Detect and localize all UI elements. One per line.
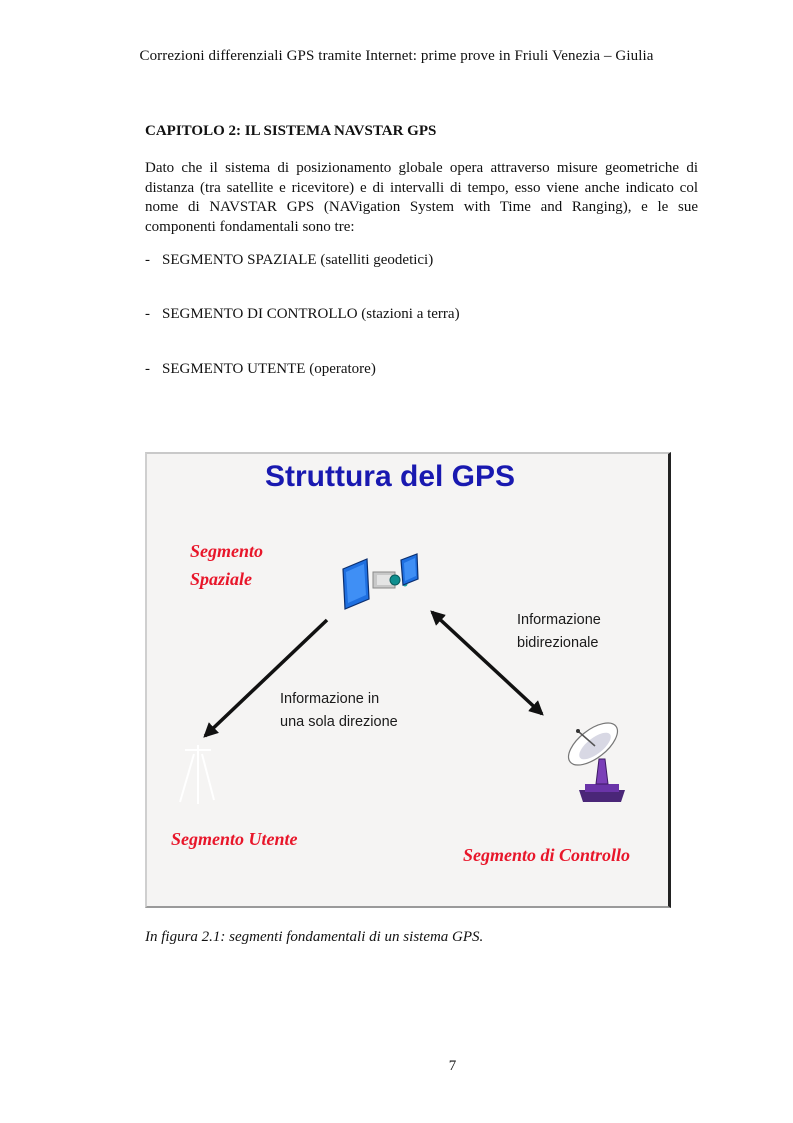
list-dash: -	[145, 306, 150, 322]
ground-antenna-icon	[562, 715, 625, 802]
oneway-info-label-line1: Informazione in	[280, 691, 380, 707]
running-header: Correzioni differenziali GPS tramite Internet: prime prove in Friuli Venezia – Giulia	[139, 48, 654, 64]
list-dash: -	[145, 361, 150, 377]
figure-caption: In figura 2.1: segmenti fondamentali di un sistema GPS.	[145, 929, 484, 945]
list-item-label: SEGMENTO DI CONTROLLO (stazioni a terra)	[162, 306, 460, 322]
gps-diagram	[147, 454, 668, 906]
list-item-control-segment	[145, 306, 460, 323]
bidirectional-info-label-line1: Informazione	[517, 612, 601, 628]
list-item-label: SEGMENTO SPAZIALE (satelliti geodetici)	[162, 252, 434, 268]
space-segment-label-line1: Segmento	[190, 541, 264, 561]
bidirectional-info-label-line2: bidirezionale	[517, 635, 599, 651]
list-item-user-segment	[145, 361, 376, 378]
satellite-icon	[343, 554, 418, 609]
user-segment-label: Segmento Utente	[171, 829, 298, 849]
tripod-icon	[180, 745, 214, 804]
control-segment-label: Segmento di Controllo	[463, 845, 631, 865]
chapter-title: CAPITOLO 2: IL SISTEMA NAVSTAR GPS	[145, 123, 437, 139]
list-dash: -	[145, 252, 150, 268]
gps-structure-figure	[145, 452, 671, 908]
page-number: 7	[448, 1058, 457, 1074]
intro-paragraph: Dato che il sistema di posizionamento globale opera attraverso misure geometriche di distanza (tra satellite e ricevitore) e di intervalli di tempo, esso viene anche indicato col nome di NAVSTAR GPS (NAVigation System with Time and Ranging), e le sue componenti fondamentali sono tre:	[145, 160, 698, 235]
space-segment-label-line2: Spaziale	[190, 569, 253, 589]
oneway-info-label-line2: una sola direzione	[280, 714, 398, 730]
list-item-label: SEGMENTO UTENTE (operatore)	[162, 361, 376, 377]
list-item-space-segment	[145, 252, 433, 269]
figure-title: Struttura del GPS	[265, 460, 516, 493]
